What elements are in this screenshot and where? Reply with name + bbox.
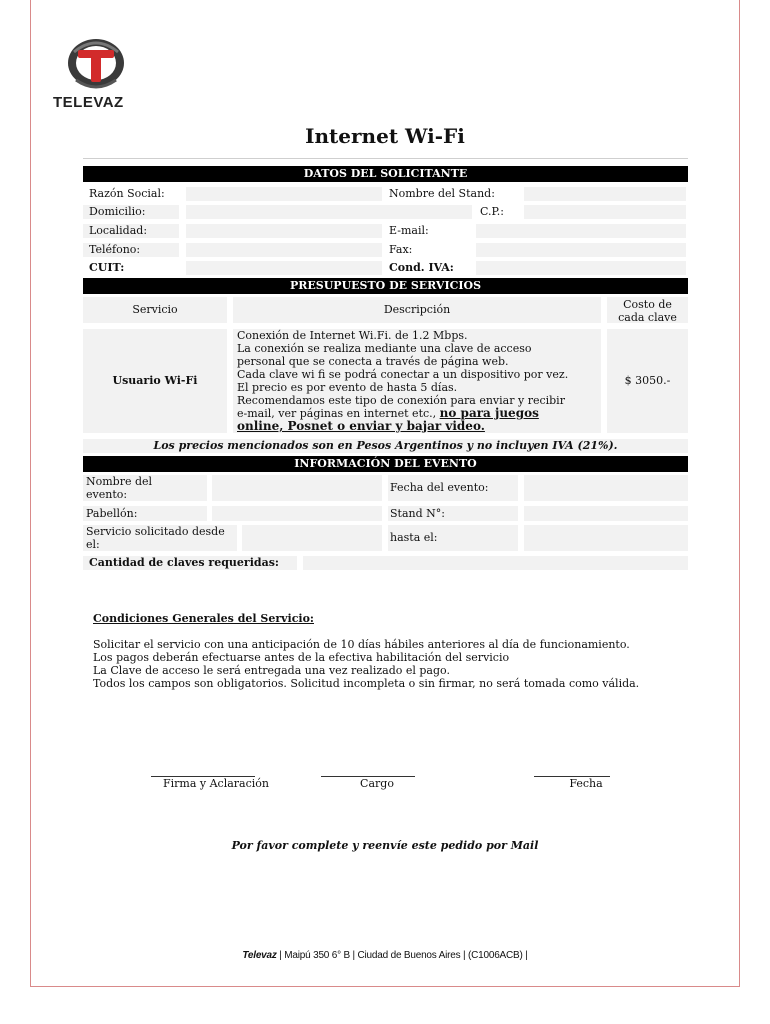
cargo-label: Cargo (360, 777, 394, 790)
col-header-descripcion (233, 297, 601, 323)
cantidad-label-cell (83, 556, 297, 570)
hasta-field[interactable] (524, 525, 688, 551)
document-page (30, 0, 740, 987)
telefono-field[interactable] (186, 243, 382, 257)
conditions-title: Condiciones Generales del Servicio: (93, 612, 314, 625)
col-header-descripcion-text: Descripción (383, 303, 451, 316)
desc-warning-start: no para juegos (439, 406, 539, 420)
servicio-desde-label-cell (83, 525, 237, 551)
nombre-stand-field[interactable] (524, 187, 686, 201)
desc-line-2: La conexión se realiza mediante una clave de acceso (237, 342, 532, 355)
condition-line-4: Todos los campos son obligatorios. Solicitud incompleta o sin firmar, no será tomada como válida. (93, 677, 640, 690)
section-heading-solicitante: DATOS DEL SOLICITANTE (83, 166, 688, 182)
fecha-evento-label-cell (388, 475, 518, 501)
cuit-field[interactable] (186, 261, 382, 275)
hasta-label: hasta el: (390, 531, 438, 544)
col-header-servicio (83, 297, 227, 323)
condition-line-2: Los pagos deberán efectuarse antes de la efectiva habilitación del servicio (93, 651, 510, 664)
desc-line-1: Conexión de Internet Wi.Fi. de 1.2 Mbps. (237, 329, 468, 342)
pabellon-label: Pabellón: (86, 507, 138, 520)
stand-field[interactable] (524, 506, 688, 521)
servicio-desde-field[interactable] (242, 525, 382, 551)
price-cell (607, 329, 688, 433)
service-name: Usuario Wi-Fi (112, 374, 198, 387)
telefono-label: Teléfono: (89, 243, 141, 256)
fax-label: Fax: (389, 243, 413, 256)
cp-field[interactable] (524, 205, 686, 219)
fecha-label: Fecha (569, 777, 603, 790)
price-note-row (83, 439, 688, 453)
fecha-evento-label: Fecha del evento: (390, 481, 489, 494)
pabellon-field[interactable] (212, 506, 382, 521)
pabellon-label-cell (83, 506, 207, 521)
footer-details: | Maipú 350 6° B | Ciudad de Buenos Aires | (C1006ACB) | (276, 950, 528, 961)
desc-warning-end: online, Posnet o enviar y bajar video. (237, 419, 485, 433)
desc-line-3: personal que se conecta a través de página web. (237, 355, 509, 368)
fax-field[interactable] (476, 243, 686, 257)
closing-note: Por favor complete y reenvíe este pedido por Mail (231, 839, 539, 852)
nombre-evento-field[interactable] (212, 475, 382, 501)
domicilio-field[interactable] (186, 205, 472, 219)
price-value: $ 3050.- (624, 374, 671, 387)
price-note: Los precios mencionados son en Pesos Argentinos y no incluyen IVA (21%). (153, 439, 618, 452)
col-header-costo-text: Costo de cada clave (618, 298, 677, 324)
localidad-label: Localidad: (89, 224, 148, 237)
condition-line-3: La Clave de acceso le será entregada una vez realizado el pago. (93, 664, 450, 677)
firma-label: Firma y Aclaración (163, 777, 269, 790)
conditions-list (93, 638, 639, 690)
cuit-label: CUIT: (89, 261, 125, 274)
title-divider (83, 158, 688, 159)
section-heading-presupuesto: PRESUPUESTO DE SERVICIOS (83, 278, 688, 294)
condition-line-1: Solicitar el servicio con una anticipación de 10 días hábiles anteriores al día de funcionamiento. (93, 638, 630, 651)
footer-company: Televaz (242, 950, 277, 961)
localidad-field[interactable] (186, 224, 382, 238)
col-header-costo (607, 297, 688, 323)
stand-label-cell (388, 506, 518, 521)
hasta-label-cell (388, 525, 518, 551)
cantidad-label: Cantidad de claves requeridas: (89, 556, 279, 569)
nombre-evento-label: Nombre del evento: (86, 475, 153, 501)
cantidad-field[interactable] (303, 556, 688, 570)
desc-line-7: e-mail, ver páginas en internet etc., (237, 407, 440, 420)
stand-label: Stand N°: (390, 507, 445, 520)
domicilio-label: Domicilio: (89, 205, 146, 218)
desc-line-4: Cada clave wi fi se podrá conectar a un dispositivo por vez. (237, 368, 569, 381)
fecha-evento-field[interactable] (524, 475, 688, 501)
service-name-cell (83, 329, 227, 433)
col-header-servicio-text: Servicio (132, 303, 178, 316)
desc-line-6: Recomendamos este tipo de conexión para enviar y recibir (237, 394, 565, 407)
brand-name: TELEVAZ (53, 94, 124, 111)
email-field[interactable] (476, 224, 686, 238)
razon-social-field[interactable] (186, 187, 382, 201)
page-title: Internet Wi-Fi (305, 124, 465, 148)
servicio-desde-label: Servicio solicitado desde el: (86, 525, 225, 551)
televaz-logo-icon (64, 36, 128, 94)
razon-social-label: Razón Social: (89, 187, 165, 200)
email-label: E-mail: (389, 224, 429, 237)
nombre-stand-label: Nombre del Stand: (389, 187, 495, 200)
cond-iva-field[interactable] (476, 261, 686, 275)
desc-line-5: El precio es por evento de hasta 5 días. (237, 381, 458, 394)
cp-label: C.P.: (480, 205, 504, 218)
nombre-evento-label-cell (83, 475, 207, 501)
section-heading-evento: INFORMACIÓN DEL EVENTO (83, 456, 688, 472)
service-description-cell (233, 329, 601, 433)
cond-iva-label: Cond. IVA: (389, 261, 454, 274)
footer (31, 950, 739, 961)
